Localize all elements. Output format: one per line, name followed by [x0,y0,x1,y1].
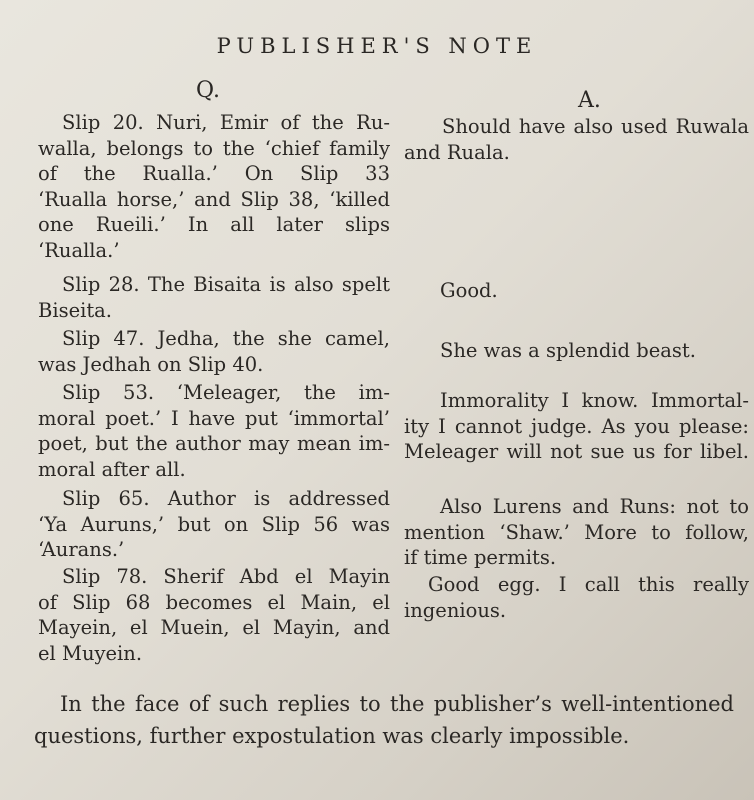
question-line: ‘Rualla.’ [38,238,120,262]
question-line: Slip 28. The Bisaita is also spelt [62,273,390,296]
question-line: moral after all. [38,457,186,481]
answer-line: ingenious. [404,598,507,622]
question-line: moral poet.’ I have put ‘immortal’ [38,406,390,430]
question-line: ‘Rualla horse,’ and Slip 38, ‘killed [38,187,390,211]
answer-line: if time permits. [404,546,557,569]
question-line: ‘Ya Auruns,’ but on Slip 56 was [38,512,390,536]
closing-paragraph [34,688,734,752]
answer-entry-slip-20 [404,114,749,165]
answer-entry-slip-78 [404,572,749,623]
answer-entry-slip-53 [404,388,749,465]
answer-line: Good. [440,279,498,302]
answer-line: ity I cannot judge. As you please: [404,414,749,438]
question-line: Slip 20. Nuri, Emir of the Ru- [62,111,390,134]
answer-line: Should have also used Ruwala [442,115,749,138]
answer-line: She was a splendid beast. [440,339,696,362]
question-line: poet, but the author may mean im- [38,432,390,455]
question-entry-slip-65 [38,486,390,563]
question-entry-slip-28 [38,272,390,323]
question-line: of the Rualla.’ On Slip 33 [38,162,390,185]
question-line: of Slip 68 becomes el Main, el [38,590,390,614]
answer-entry-slip-28 [404,278,749,304]
question-line: Slip 53. ‘Meleager, the im- [62,381,390,404]
closing-line: questions, further expostulation was clearly impossible. [34,724,630,748]
question-entry-slip-53 [38,380,390,482]
question-line: Biseita. [38,298,113,322]
question-entry-slip-78 [38,564,390,666]
answer-column-heading: A. [578,88,601,113]
answer-line: mention ‘Shaw.’ More to follow, [404,520,749,544]
question-column-heading: Q. [196,78,220,103]
question-line: walla, belongs to the ‘chief family [38,136,390,160]
answer-line: Good egg. I call this really [428,573,749,596]
question-line: Slip 65. Author is addressed [62,487,390,510]
question-line: el Muyein. [38,641,143,665]
running-head: PUBLISHER'S NOTE [216,34,538,58]
answer-line: Also Lurens and Runs: not to [440,495,749,518]
question-entry-slip-47 [38,326,390,377]
question-line: Slip 47. Jedha, the she camel, [62,327,390,350]
question-entry-slip-20 [38,110,390,263]
question-line: Slip 78. Sherif Abd el Mayin [62,565,390,588]
question-line: was Jedhah on Slip 40. [38,352,264,376]
answer-line: and Ruala. [404,140,510,164]
question-line: ‘Aurans.’ [38,538,125,561]
closing-line: In the face of such replies to the publisher’s well-intentioned [60,692,734,716]
question-line: Mayein, el Muein, el Mayin, and [38,616,390,639]
question-line: one Rueili.’ In all later slips [38,213,390,236]
answer-line: Meleager will not sue us for libel. [404,440,749,463]
answer-line: Immorality I know. Immortal- [440,389,749,412]
answer-entry-slip-65 [404,494,749,571]
answer-entry-slip-47 [404,338,749,364]
